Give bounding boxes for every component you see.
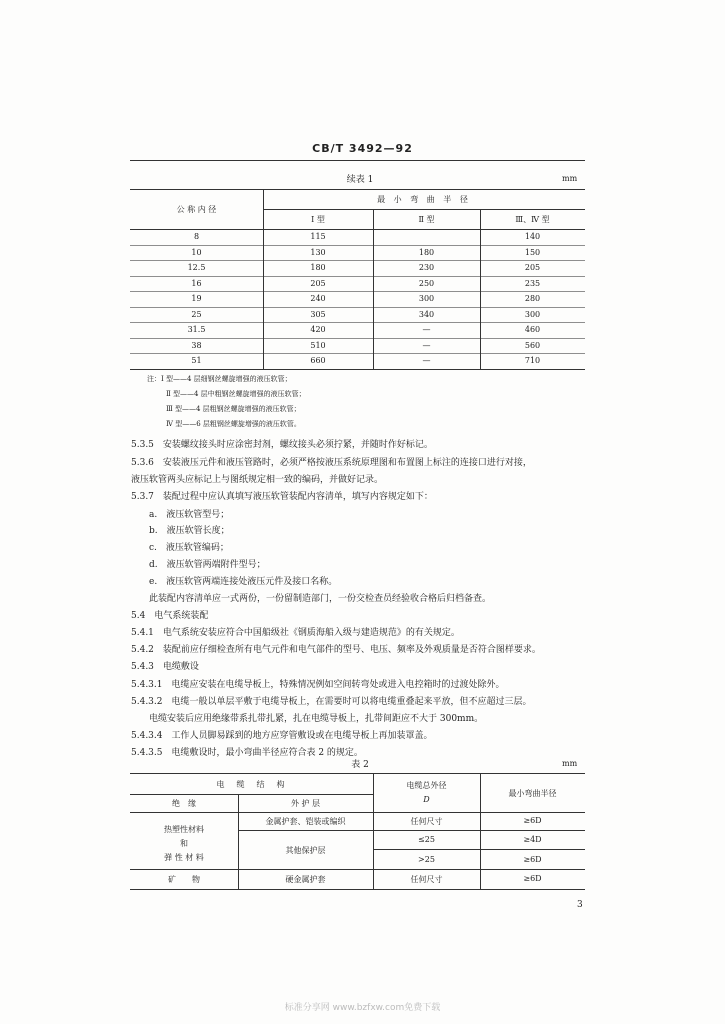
table2-d-row3: >25	[418, 855, 435, 864]
table1-cell: 180	[310, 263, 326, 272]
table1-cell: 130	[310, 247, 326, 257]
paragraph: 5.3.7 装配过程中应认真填写液压软管装配内容清单，填写内容规定如下：	[131, 492, 433, 502]
table1-cell: 460	[524, 325, 541, 334]
paragraph: a. 液压软管型号；	[149, 510, 230, 520]
table1-cell: 16	[191, 278, 202, 288]
table1-subheader-ii: Ⅱ 型	[418, 215, 435, 224]
table2-d-row4: 任何尺寸	[410, 875, 443, 884]
table2-sheath-other: 其他保护层	[285, 846, 326, 855]
table2-outer-diameter-header: 电缆总外径	[406, 781, 447, 790]
table1-cell: 710	[524, 356, 541, 365]
table1-cell: 12.5	[187, 263, 206, 272]
table2-insulation-elastomer: 弹 性 材 料	[164, 853, 204, 862]
watermark-footer: 标准分享网 www.bzfxw.com免费下载	[284, 1003, 441, 1013]
paragraph: 5.4 电气系统装配	[131, 611, 209, 621]
table1-cell: 280	[524, 294, 541, 303]
table1-cell: 19	[191, 294, 202, 303]
table2-r-row2: ≥4D	[523, 835, 542, 844]
paragraph: 5.4.3.4 工作人员脚易踩到的地方应穿管敷设或在电缆导板上再加装罩盖。	[131, 731, 433, 741]
table1-unit: mm	[562, 174, 578, 183]
table2-insulation-mineral: 矿 物	[168, 875, 200, 884]
table1-cell: —	[422, 340, 431, 350]
paragraph: c. 液压软管编码；	[149, 543, 229, 553]
table2-insulation-thermoplastic: 热塑性材料	[164, 825, 204, 834]
paragraph: 5.4.3 电缆敷设	[131, 662, 199, 672]
table2-structure-header: 电 缆 结 构	[216, 780, 287, 789]
table1-group-header: 最 小 弯 曲 半 径	[377, 195, 471, 204]
paragraph: 5.4.1 电气系统安装应符合中国船级社《钢质海船入级与建造规范》的有关规定。	[131, 628, 460, 638]
table2-caption: 表 2	[351, 760, 369, 770]
table1-cell: 230	[418, 263, 435, 272]
table2-min-radius-header: 最小弯曲半径	[508, 789, 557, 798]
table1-note: Ⅳ 型——6 层粗钢丝螺旋增强的液压软管。	[166, 420, 301, 428]
table1-cell: 140	[524, 232, 541, 241]
table1-cell: 300	[524, 309, 541, 319]
table1-cell: 235	[524, 278, 541, 288]
paragraph: 电缆安装后应用绝缘带系扎带扎紧，扎在电缆导板上，扎带间距应不大于 300mm。	[149, 714, 484, 724]
table1-cell: 340	[418, 309, 435, 319]
table1-cell: 510	[310, 340, 326, 350]
table1-cell: 560	[524, 340, 541, 350]
paragraph: d. 液压软管两端附件型号；	[149, 560, 266, 570]
table1-cell: 205	[310, 278, 326, 288]
table2-r-row4: ≥6D	[523, 874, 542, 883]
table1-cell: 31.5	[187, 325, 206, 334]
table1-subheader-iii-iv: Ⅲ、Ⅳ 型	[515, 215, 550, 224]
table1-cell: 51	[191, 356, 202, 365]
table2-d-symbol: D	[423, 795, 430, 804]
header-rule	[130, 160, 585, 161]
page-number: 3	[577, 900, 583, 910]
table1-cell: 10	[191, 247, 202, 257]
paragraph: 5.4.2 装配前应仔细检查所有电气元件和电气部件的型号、电压、频率及外观质量是否符合图样要求。	[131, 645, 541, 655]
table2-d-row1: 任何尺寸	[410, 817, 443, 826]
table1-subheader-i: Ⅰ 型	[311, 215, 325, 224]
table1-cell: 660	[310, 356, 326, 365]
table2-insulation-and: 和	[180, 839, 188, 848]
table1-cell: —	[422, 356, 431, 365]
table1-cell: 180	[418, 247, 435, 257]
table2-insulation-header: 绝 缘	[172, 799, 196, 808]
paragraph: 5.3.6 安装液压元件和液压管路时，必须严格按液压系统原理图和布置图上标注的连接口进行对接，	[131, 458, 532, 468]
paragraph: e. 液压软管两端连接处液压元件及接口名称。	[149, 577, 338, 587]
table1-cell: 115	[310, 232, 326, 241]
table1-note: Ⅱ 型——4 层中粗钢丝螺旋增强的液压软管；	[166, 390, 306, 398]
table1-note: Ⅲ 型——4 层粗钢丝螺旋增强的液压软管；	[166, 405, 301, 413]
paragraph: 液压软管两头应标记上与图纸规定相一致的编码，并做好记录。	[131, 475, 384, 485]
table1-note: 注：Ⅰ 型——4 层细钢丝螺旋增强的液压软管；	[147, 375, 292, 383]
document-header: CB/T 3492—92	[312, 142, 413, 155]
table1-cell: 205	[524, 263, 541, 272]
table1-cell: 8	[193, 232, 200, 241]
table2-r-row3: ≥6D	[523, 855, 542, 864]
paragraph: 5.4.3.5 电缆敷设时，最小弯曲半径应符合表 2 的规定。	[131, 748, 363, 758]
table1-cell: 240	[310, 294, 326, 303]
paragraph: 5.4.3.1 电缆应安装在电缆导板上，特殊情况例如空间转弯处或进入电控箱时的过渡处除外。	[131, 680, 505, 690]
table1-cell: 25	[191, 309, 202, 319]
table1-cell: 38	[191, 340, 202, 350]
table1-cell: —	[422, 325, 431, 334]
paragraph: b. 液压软管长度；	[149, 526, 230, 536]
table1-cell: 150	[524, 247, 541, 257]
paragraph: 5.3.5 安装螺纹接头时应涂密封剂，螺纹接头必须拧紧，并随时作好标记。	[131, 440, 433, 450]
table2-sheath-metal: 金属护套、铠装或编织	[265, 817, 346, 826]
paragraph: 5.4.3.2 电缆一般以单层平敷于电缆导板上，在需要时可以将电缆重叠起来平放，但不应超过三层。	[131, 697, 532, 707]
table1-col0-header: 公 称 内 径	[176, 205, 217, 214]
table1-cell: 305	[310, 309, 326, 319]
table1-cell: 420	[310, 325, 326, 334]
table2-unit: mm	[562, 759, 578, 768]
table2-sheath-header: 外 护 层	[290, 799, 321, 808]
table2-d-row2: ≤25	[418, 835, 435, 844]
table1-cell: 300	[418, 294, 435, 303]
table2-r-row1: ≥6D	[523, 816, 542, 825]
table2-sheath-hard-metal: 硬金属护套	[285, 875, 326, 884]
paragraph: 此装配内容清单应一式两份，一份留制造部门，一份交检查员经验收合格后归档备查。	[149, 594, 492, 604]
table1-caption: 续表 1	[346, 175, 374, 185]
table1-cell: 250	[418, 278, 435, 288]
